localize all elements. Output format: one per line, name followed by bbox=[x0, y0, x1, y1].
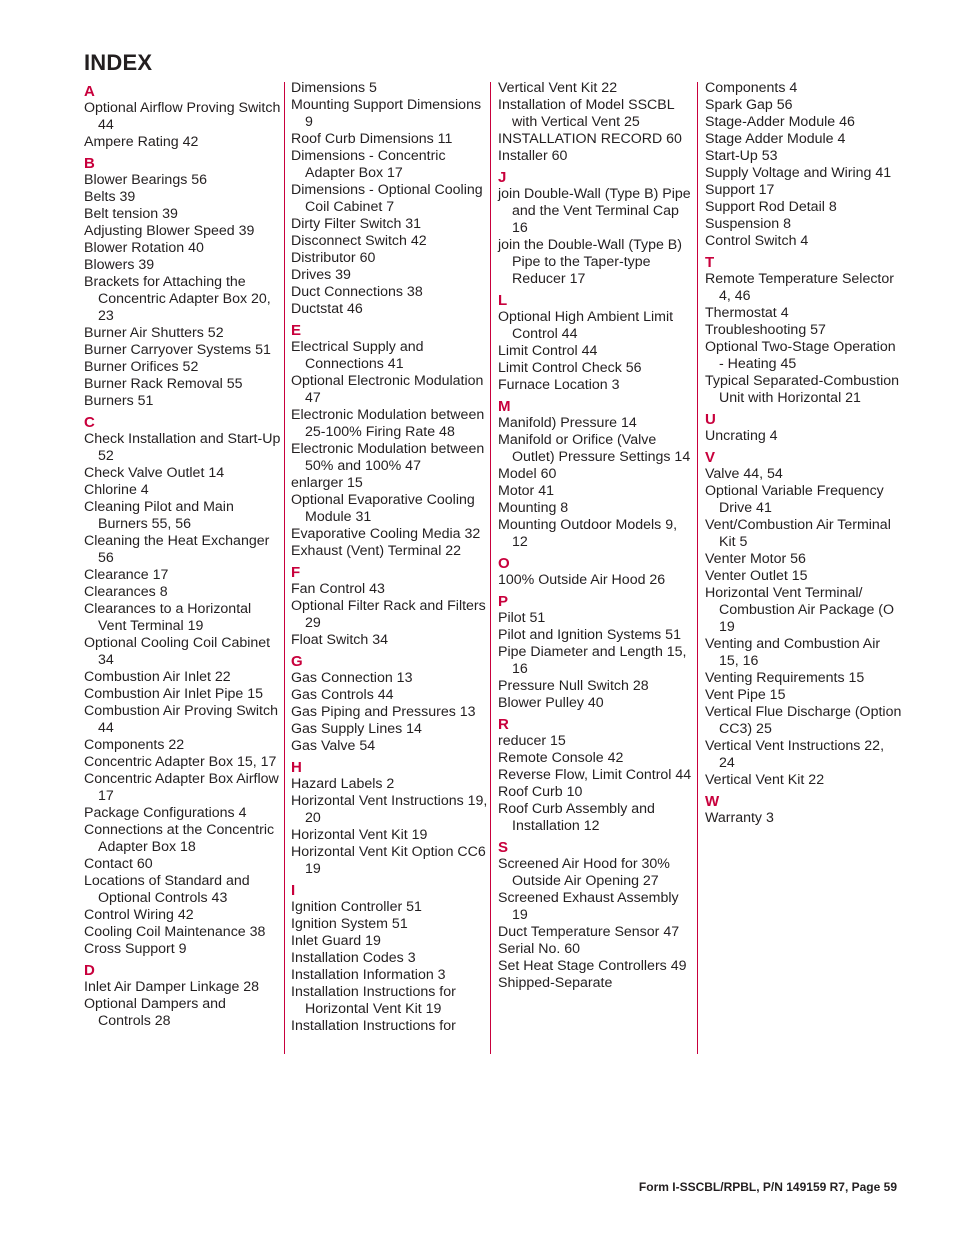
index-entry: Installation Instructions for bbox=[291, 1018, 456, 1034]
index-entry: Gas Controls 44 bbox=[291, 687, 394, 703]
index-letter-heading: C bbox=[84, 414, 95, 431]
index-entry: Cleaning the Heat Exchanger 56 bbox=[84, 533, 270, 566]
index-entry: Pilot and Ignition Systems 51 bbox=[498, 627, 681, 643]
index-entry: Combustion Air Proving Switch 44 bbox=[84, 703, 278, 736]
index-entry: Brackets for Attaching the Concentric Adapter Box 20, 23 bbox=[84, 274, 271, 324]
index-entry: Burner Air Shutters 52 bbox=[84, 325, 224, 341]
index-letter-heading: H bbox=[291, 759, 302, 776]
index-entry: Optional Evaporative Cooling Module 31 bbox=[291, 492, 475, 525]
index-entry: Optional Cooling Coil Cabinet 34 bbox=[84, 635, 271, 668]
index-entry: Remote Temperature Selector 4, 46 bbox=[705, 271, 894, 304]
index-letter-heading: A bbox=[84, 83, 95, 100]
column-divider bbox=[697, 82, 698, 1054]
index-entry: Optional Airflow Proving Switch 44 bbox=[84, 100, 281, 133]
index-entry: Hazard Labels 2 bbox=[291, 776, 395, 792]
index-entry: Electrical Supply and Connections 41 bbox=[291, 339, 424, 372]
index-entry: Pilot 51 bbox=[498, 610, 546, 626]
index-entry: Vertical Vent Instructions 22, 24 bbox=[705, 738, 885, 771]
index-entry: Installation of Model SSCBL with Vertical Vent 25 bbox=[498, 97, 675, 130]
index-entry: Optional Electronic Modulation 47 bbox=[291, 373, 484, 406]
index-entry: Pipe Diameter and Length 15, 16 bbox=[498, 644, 687, 677]
index-entry: Optional Variable Frequency Drive 41 bbox=[705, 483, 884, 516]
index-entry: Control Switch 4 bbox=[705, 233, 809, 249]
index-entry: Clearance 17 bbox=[84, 567, 169, 583]
index-entry: join the Double-Wall (Type B) Pipe to the Taper-type Reducer 17 bbox=[498, 237, 682, 287]
index-entry: Manifold or Orifice (Valve Outlet) Pressure Settings 14 bbox=[498, 432, 691, 465]
index-entry: Evaporative Cooling Media 32 bbox=[291, 526, 481, 542]
index-column-4 bbox=[705, 80, 902, 827]
index-entry: Roof Curb Assembly and Installation 12 bbox=[498, 801, 655, 834]
index-entry: Horizontal Vent Kit 19 bbox=[291, 827, 428, 843]
index-entry: Dimensions - Optional Cooling Coil Cabinet 7 bbox=[291, 182, 483, 215]
index-entry: Contact 60 bbox=[84, 856, 153, 872]
index-entry: Gas Supply Lines 14 bbox=[291, 721, 422, 737]
index-entry: Screened Air Hood for 30% Outside Air Opening 27 bbox=[498, 856, 670, 889]
index-entry: Drives 39 bbox=[291, 267, 351, 283]
index-entry: Roof Curb Dimensions 11 bbox=[291, 131, 453, 147]
index-entry: Check Installation and Start-Up 52 bbox=[84, 431, 281, 464]
index-entry: Exhaust (Vent) Terminal 22 bbox=[291, 543, 462, 559]
index-entry: Vent/Combustion Air Terminal Kit 5 bbox=[705, 517, 891, 550]
index-letter-heading: T bbox=[705, 254, 715, 271]
index-entry: Typical Separated-Combustion Unit with Horizontal 21 bbox=[705, 373, 899, 406]
index-entry: Installation Instructions for Horizontal Vent Kit 19 bbox=[291, 984, 456, 1017]
index-entry: Blower Pulley 40 bbox=[498, 695, 604, 711]
index-entry: Inlet Air Damper Linkage 28 bbox=[84, 979, 260, 995]
index-entry: Stage-Adder Module 46 bbox=[705, 114, 855, 130]
index-entry: Inlet Guard 19 bbox=[291, 933, 381, 949]
index-entry: Start-Up 53 bbox=[705, 148, 778, 164]
index-entry: Belt tension 39 bbox=[84, 206, 178, 222]
index-entry: Duct Temperature Sensor 47 bbox=[498, 924, 680, 940]
index-entry: Mounting 8 bbox=[498, 500, 569, 516]
index-entry: Vertical Flue Discharge (Option CC3) 25 bbox=[705, 704, 902, 737]
index-entry: Supply Voltage and Wiring 41 bbox=[705, 165, 892, 181]
index-entry: reducer 15 bbox=[498, 733, 566, 749]
index-entry: Horizontal Vent Instructions 19, 20 bbox=[291, 793, 488, 826]
index-entry: Ampere Rating 42 bbox=[84, 134, 199, 150]
index-entry: Gas Piping and Pressures 13 bbox=[291, 704, 476, 720]
index-entry: Mounting Support Dimensions 9 bbox=[291, 97, 482, 130]
index-entry: Furnace Location 3 bbox=[498, 377, 620, 393]
index-letter-heading: B bbox=[84, 155, 95, 172]
index-entry: Combustion Air Inlet Pipe 15 bbox=[84, 686, 264, 702]
index-entry: Installation Codes 3 bbox=[291, 950, 416, 966]
index-letter-heading: I bbox=[291, 882, 296, 899]
index-column-3 bbox=[498, 80, 695, 992]
index-entry: Clearances 8 bbox=[84, 584, 168, 600]
index-entry: Manifold) Pressure 14 bbox=[498, 415, 637, 431]
index-letter-heading: P bbox=[498, 593, 509, 610]
index-entry: Fan Control 43 bbox=[291, 581, 385, 597]
index-entry: Duct Connections 38 bbox=[291, 284, 423, 300]
index-entry: Suspension 8 bbox=[705, 216, 791, 232]
index-entry: Mounting Outdoor Models 9, 12 bbox=[498, 517, 678, 550]
column-divider bbox=[490, 82, 491, 1054]
index-entry: Electronic Modulation between 50% and 100% 47 bbox=[291, 441, 485, 474]
index-entry: Burners 51 bbox=[84, 393, 154, 409]
index-entry: Warranty 3 bbox=[705, 810, 774, 826]
index-entry: Thermostat 4 bbox=[705, 305, 789, 321]
index-letter-heading: V bbox=[705, 449, 716, 466]
index-entry: INSTALLATION RECORD 60 bbox=[498, 131, 682, 147]
index-entry: Roof Curb 10 bbox=[498, 784, 583, 800]
index-letter-heading: G bbox=[291, 653, 303, 670]
index-entry: Adjusting Blower Speed 39 bbox=[84, 223, 255, 239]
index-column-1 bbox=[84, 80, 281, 1030]
index-entry: Check Valve Outlet 14 bbox=[84, 465, 225, 481]
index-entry: Spark Gap 56 bbox=[705, 97, 793, 113]
page-footer: Form I-SSCBL/RPBL, P/N 149159 R7, Page 59 bbox=[638, 1180, 897, 1194]
index-entry: Clearances to a Horizontal Vent Terminal 19 bbox=[84, 601, 252, 634]
index-entry: Cross Support 9 bbox=[84, 941, 187, 957]
index-entry: Gas Valve 54 bbox=[291, 738, 376, 754]
index-entry: Concentric Adapter Box Airflow 17 bbox=[84, 771, 279, 804]
index-entry: Blowers 39 bbox=[84, 257, 155, 273]
index-entry: Chlorine 4 bbox=[84, 482, 149, 498]
index-entry: Dirty Filter Switch 31 bbox=[291, 216, 422, 232]
index-entry: Blower Bearings 56 bbox=[84, 172, 208, 188]
index-entry: Vent Pipe 15 bbox=[705, 687, 786, 703]
index-entry: Limit Control Check 56 bbox=[498, 360, 642, 376]
index-entry: Locations of Standard and Optional Controls 43 bbox=[84, 873, 250, 906]
index-entry: Support Rod Detail 8 bbox=[705, 199, 837, 215]
index-entry: Dimensions - Concentric Adapter Box 17 bbox=[291, 148, 446, 181]
index-entry: Components 22 bbox=[84, 737, 185, 753]
index-entry: Troubleshooting 57 bbox=[705, 322, 826, 338]
index-entry: Optional High Ambient Limit Control 44 bbox=[498, 309, 674, 342]
index-entry: Shipped-Separate bbox=[498, 975, 613, 991]
index-letter-heading: R bbox=[498, 716, 509, 733]
index-entry: Disconnect Switch 42 bbox=[291, 233, 427, 249]
index-entry: Serial No. 60 bbox=[498, 941, 581, 957]
index-entry: Stage Adder Module 4 bbox=[705, 131, 846, 147]
index-entry: Installer 60 bbox=[498, 148, 568, 164]
index-entry: Control Wiring 42 bbox=[84, 907, 194, 923]
index-entry: Blower Rotation 40 bbox=[84, 240, 204, 256]
index-entry: Dimensions 5 bbox=[291, 80, 377, 96]
index-entry: Vertical Vent Kit 22 bbox=[498, 80, 618, 96]
index-entry: Venting Requirements 15 bbox=[705, 670, 865, 686]
index-entry: Components 4 bbox=[705, 80, 798, 96]
index-entry: Belts 39 bbox=[84, 189, 136, 205]
index-entry: Ignition Controller 51 bbox=[291, 899, 422, 915]
index-entry: Gas Connection 13 bbox=[291, 670, 413, 686]
index-column-2 bbox=[291, 80, 488, 1035]
index-entry: Cleaning Pilot and Main Burners 55, 56 bbox=[84, 499, 234, 532]
page-title: INDEX bbox=[84, 50, 153, 75]
index-entry: Vertical Vent Kit 22 bbox=[705, 772, 825, 788]
index-entry: enlarger 15 bbox=[291, 475, 363, 491]
index-entry: Distributor 60 bbox=[291, 250, 376, 266]
index-entry: Combustion Air Inlet 22 bbox=[84, 669, 231, 685]
index-entry: Limit Control 44 bbox=[498, 343, 598, 359]
index-entry: Screened Exhaust Assembly 19 bbox=[498, 890, 679, 923]
index-entry: Horizontal Vent Kit Option CC6 19 bbox=[291, 844, 486, 877]
index-entry: Optional Dampers and Controls 28 bbox=[84, 996, 226, 1029]
index-entry: Remote Console 42 bbox=[498, 750, 624, 766]
index-letter-heading: S bbox=[498, 839, 509, 856]
index-entry: Support 17 bbox=[705, 182, 775, 198]
index-letter-heading: J bbox=[498, 169, 507, 186]
index-entry: Connections at the Concentric Adapter Box 18 bbox=[84, 822, 275, 855]
index-letter-heading: U bbox=[705, 411, 716, 428]
index-entry: Venting and Combustion Air 15, 16 bbox=[705, 636, 881, 669]
index-entry: Cooling Coil Maintenance 38 bbox=[84, 924, 266, 940]
column-divider bbox=[284, 82, 285, 1054]
index-letter-heading: D bbox=[84, 962, 95, 979]
index-entry: Optional Filter Rack and Filters 29 bbox=[291, 598, 486, 631]
index-entry: Burner Rack Removal 55 bbox=[84, 376, 243, 392]
index-entry: Uncrating 4 bbox=[705, 428, 778, 444]
index-entry: Venter Motor 56 bbox=[705, 551, 806, 567]
index-entry: Package Configurations 4 bbox=[84, 805, 247, 821]
index-entry: Pressure Null Switch 28 bbox=[498, 678, 649, 694]
index-letter-heading: O bbox=[498, 555, 510, 572]
index-letter-heading: L bbox=[498, 292, 508, 309]
index-entry: Optional Two-Stage Operation - Heating 45 bbox=[705, 339, 896, 372]
index-entry: Ignition System 51 bbox=[291, 916, 408, 932]
index-letter-heading: E bbox=[291, 322, 302, 339]
index-entry: Burner Orifices 52 bbox=[84, 359, 199, 375]
index-entry: 100% Outside Air Hood 26 bbox=[498, 572, 666, 588]
index-entry: Installation Information 3 bbox=[291, 967, 446, 983]
index-entry: Burner Carryover Systems 51 bbox=[84, 342, 271, 358]
index-entry: Venter Outlet 15 bbox=[705, 568, 808, 584]
index-entry: Concentric Adapter Box 15, 17 bbox=[84, 754, 277, 770]
index-entry: Model 60 bbox=[498, 466, 557, 482]
index-letter-heading: F bbox=[291, 564, 301, 581]
index-entry: Ductstat 46 bbox=[291, 301, 363, 317]
index-entry: Motor 41 bbox=[498, 483, 554, 499]
index-entry: Reverse Flow, Limit Control 44 bbox=[498, 767, 692, 783]
index-entry: Set Heat Stage Controllers 49 bbox=[498, 958, 687, 974]
index-letter-heading: W bbox=[705, 793, 720, 810]
index-entry: Electronic Modulation between 25-100% Firing Rate 48 bbox=[291, 407, 485, 440]
index-entry: Valve 44, 54 bbox=[705, 466, 783, 482]
index-letter-heading: M bbox=[498, 398, 511, 415]
index-entry: join Double-Wall (Type B) Pipe and the Vent Terminal Cap 16 bbox=[498, 186, 691, 236]
index-entry: Horizontal Vent Terminal/ Combustion Air Package (O 19 bbox=[705, 585, 895, 635]
index-entry: Float Switch 34 bbox=[291, 632, 388, 648]
